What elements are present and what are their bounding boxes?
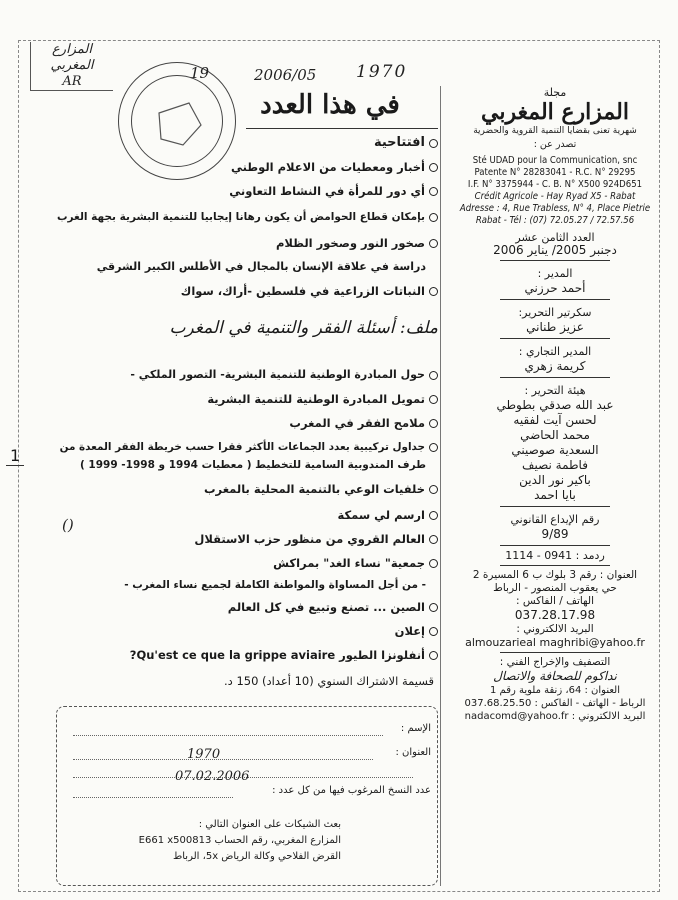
magazine-name: المزارع المغربي xyxy=(481,99,629,125)
toc-item-label: النباتات الزراعية في فلسطين -أراك، سواك xyxy=(180,284,425,298)
toc-item[interactable] xyxy=(56,210,438,224)
layout-address: العنوان : 64، زنقة ملوية رقم 1 xyxy=(489,685,620,696)
company-line: I.F. N° 3375944 - C. B. N° X500 924D651 xyxy=(467,179,643,190)
email-link[interactable]: almouzarieal maghribi@yahoo.fr xyxy=(465,636,645,649)
commercial-label: المدير التجاري : xyxy=(518,345,592,358)
masthead-rule xyxy=(500,506,610,507)
legal-label: رقم الإيداع القانوني xyxy=(510,513,600,526)
phone-number: 037.28.17.98 xyxy=(514,608,596,622)
board-member: بايا احمد xyxy=(534,488,576,502)
address-line-2: حي يعقوب المنصور - الرباط xyxy=(493,582,617,594)
toc-item-label: دراسة في علاقة الإنسان بالمجال في الأطلس الكبير الشرقي xyxy=(96,260,426,273)
board-member: محمد الحاضي xyxy=(520,428,590,442)
bullet-icon xyxy=(429,559,438,568)
editor-name: عزيز طناني xyxy=(526,320,584,334)
toc-item-label: خلفيات الوعي بالتنمية المحلية بالمغرب xyxy=(203,482,425,496)
instructions-line: بعث الشيكات على العنوان التالي : xyxy=(198,819,341,830)
layout-email[interactable]: البريد الالكتروني : nadacomd@yahoo.fr xyxy=(464,711,646,722)
handwritten-year: 1970 xyxy=(356,62,408,82)
commercial-name: كريمة زهري xyxy=(524,359,586,373)
toc-item-label: جمعية" نساء الغد" بمراكش xyxy=(273,556,425,570)
layout-company: نداكوم للصحافة والاتصال xyxy=(493,669,617,683)
issue-number: العدد الثامن عشر xyxy=(515,231,595,244)
toc-item-label: ارسم لي سمكة xyxy=(337,508,425,522)
phone-label: الهاتف / الفاكس : xyxy=(515,595,595,607)
toc-item[interactable] xyxy=(120,508,438,522)
magazine-tagline: شهرية تعنى بقضايا التنمية القروية والحضرية xyxy=(473,126,637,136)
email-label: البريد الالكتروني : xyxy=(516,623,594,635)
company-line: Crédit Agricole - Hay Ryad X5 - Rabat xyxy=(474,191,636,202)
corner-tag xyxy=(30,42,113,91)
toc-item-label: أنفلونزا الطيور Qu'est ce que la grippe aviaire? xyxy=(129,648,425,662)
fish-sketch-icon: () xyxy=(62,516,74,534)
toc-item[interactable] xyxy=(96,260,438,274)
masthead-rule xyxy=(500,260,610,261)
toc-item[interactable] xyxy=(120,392,438,406)
toc-item[interactable] xyxy=(120,236,438,250)
masthead-rule xyxy=(500,652,610,653)
handwritten-date: 2006/05 xyxy=(254,66,317,84)
board-member: فاطمة نصيف xyxy=(522,458,588,472)
board-member: باكير نور الدين xyxy=(519,473,591,487)
bullet-icon xyxy=(429,511,438,520)
masthead xyxy=(446,86,664,723)
bullet-icon xyxy=(429,371,438,380)
bullet-icon xyxy=(429,419,438,428)
bullet-icon xyxy=(429,627,438,636)
subscription-form xyxy=(56,706,438,886)
instructions-line: المزارع المغربي، رقم الحساب E661 x500813 xyxy=(138,835,341,846)
toc-item-label: إعلان xyxy=(394,624,425,638)
toc-item xyxy=(120,578,438,592)
toc-item-label: العالم القروي من منظور حزب الاستقلال xyxy=(194,532,425,546)
toc-item-label: بإمكان قطاع الحوامض أن يكون رهانا إيجابيا للتنمية البشرية بجهة الغرب xyxy=(56,211,425,223)
corner-tag-line1: المزارع المغربي xyxy=(50,42,94,73)
toc-item-label: تمويل المبادرة الوطنية للتنمية البشرية xyxy=(207,392,425,406)
company-line: Sté UDAD pour la Communication, snc xyxy=(472,155,638,166)
magazine-label: مجلة xyxy=(543,86,567,99)
masthead-rule xyxy=(500,299,610,300)
bullet-icon xyxy=(429,139,438,148)
bullet-icon xyxy=(429,485,438,494)
toc-item[interactable] xyxy=(120,160,438,174)
board-member: السعدية صوصيني xyxy=(511,443,599,457)
toc-item[interactable] xyxy=(120,184,438,198)
dossier-title: ملف: أسئلة الفقر والتنمية في المغرب xyxy=(169,318,438,338)
form-copies-label: عدد النسخ المرغوب فيها من كل عدد : xyxy=(272,785,431,796)
toc-item[interactable] xyxy=(120,368,438,382)
toc-item-label: الصين ... تصنع وتبيع في كل العالم xyxy=(227,600,425,614)
toc-item[interactable] xyxy=(120,284,438,298)
layout-label: التصفيف والإخراج الفني : xyxy=(499,656,611,668)
toc-item xyxy=(79,458,438,472)
toc-item-label: أي دور للمرأة في النشاط التعاوني xyxy=(229,184,425,198)
toc-item-label: افتتاحية xyxy=(373,135,425,150)
toc-item[interactable] xyxy=(120,416,438,430)
company-line: Adresse : 4, Rue Trabless, N° 4, Place Pietrie xyxy=(459,203,651,214)
toc-item-label: طرف المندوبية السامية للتخطيط ( معطيات 1994 و 1998- 1999 ) xyxy=(79,459,426,471)
handwritten-field-2: 07.02.2006 xyxy=(175,769,250,784)
toc-item[interactable] xyxy=(120,482,438,496)
bullet-icon xyxy=(429,651,438,660)
margin-mark: 1 xyxy=(6,446,24,466)
toc-item-label: حول المبادرة الوطنية للتنمية البشرية- التصور الملكي - xyxy=(130,368,425,381)
masthead-rule xyxy=(500,565,610,566)
bullet-icon xyxy=(429,187,438,196)
toc-item-label: جداول تركيبية بعدد الجماعات الأكثر فقرا حسب خريطة الفقر المعدة من xyxy=(59,441,425,453)
toc-item-label: ملامح الفقر في المغرب xyxy=(289,416,425,430)
bullet-icon xyxy=(429,443,438,452)
bullet-icon xyxy=(429,535,438,544)
layout-phone: الرباط - الهاتف - الفاكس : 037.68.25.50 xyxy=(464,698,646,709)
toc-title: في هذا العدد xyxy=(260,90,400,120)
bullet-icon xyxy=(429,213,438,222)
toc-item-label: صخور النور وصخور الظلام xyxy=(275,236,425,250)
subscription-price: قسيمة الاشتراك السنوي (10 أعداد) 150 د. xyxy=(224,674,434,688)
toc-item[interactable] xyxy=(59,440,438,454)
toc-item[interactable] xyxy=(120,136,438,150)
toc-item[interactable] xyxy=(120,648,438,662)
handwritten-number: 19 xyxy=(190,64,210,82)
form-address-label: العنوان : xyxy=(395,747,431,758)
masthead-rule xyxy=(500,338,610,339)
bullet-icon xyxy=(429,239,438,248)
handwritten-field-1: 1970 xyxy=(187,747,221,762)
toc-item[interactable] xyxy=(120,556,438,570)
column-divider xyxy=(440,86,441,886)
company-line: Patente N° 28283041 - R.C. N° 29295 xyxy=(474,167,636,178)
issue-date: دجنبر 2005/ يناير 2006 xyxy=(493,243,617,257)
board-label: هيئة التحرير : xyxy=(524,384,586,397)
editor-label: سكرتير التحرير: xyxy=(518,306,592,319)
toc-item[interactable] xyxy=(120,532,438,546)
bullet-icon xyxy=(429,163,438,172)
board-member: لحسن آيت لفقيه xyxy=(513,413,597,427)
form-name-label: الإسم : xyxy=(400,723,431,734)
copies-line xyxy=(73,797,233,798)
name-line xyxy=(73,735,383,736)
bullet-icon xyxy=(429,395,438,404)
bullet-icon xyxy=(429,603,438,612)
publisher-label: تصدر عن : xyxy=(533,139,577,150)
address-line xyxy=(73,759,373,760)
director-name: أحمد حرزني xyxy=(524,281,586,295)
director-label: المدير : xyxy=(537,267,573,280)
issn: ردمد : 0941 - 1114 xyxy=(505,549,605,562)
toc-item-label: - من أجل المساواة والمواطنة الكاملة لجميع نساء المغرب - xyxy=(124,579,426,591)
bullet-icon xyxy=(429,287,438,296)
masthead-rule xyxy=(500,545,610,546)
masthead-rule xyxy=(500,377,610,378)
toc-item[interactable] xyxy=(120,624,438,638)
corner-tag-line2: AR xyxy=(62,74,82,89)
legal-number: 9/89 xyxy=(541,527,569,541)
instructions-line: القرض الفلاحي وكالة الرياض 5x، الرباط xyxy=(173,851,341,862)
toc-item-label: أخبار ومعطيات من الاعلام الوطني xyxy=(230,160,425,174)
address-line: العنوان : رقم 3 بلوك ب 6 المسيرة 2 xyxy=(472,569,638,581)
company-line: Rabat - Tél : (07) 72.05.27 / 72.57.56 xyxy=(475,215,635,226)
board-member: عبد الله صدقي بطوطي xyxy=(496,398,614,412)
toc-item[interactable] xyxy=(120,600,438,614)
